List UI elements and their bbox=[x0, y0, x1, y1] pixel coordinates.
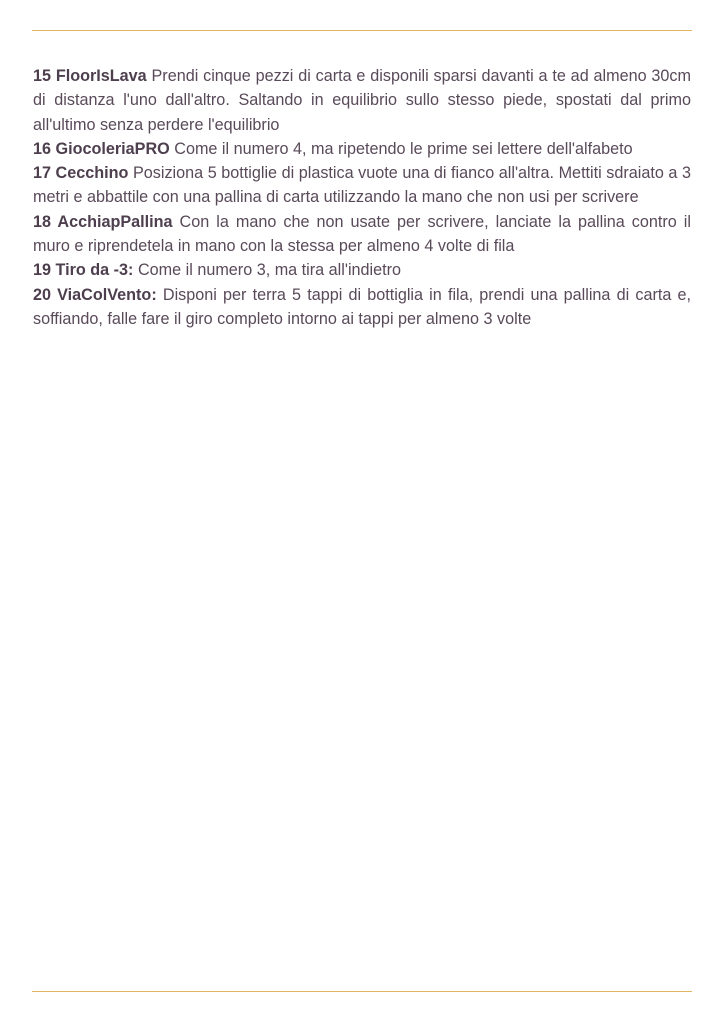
activity-item-18 bbox=[33, 210, 691, 259]
activity-title: 18 AcchiapPallina bbox=[33, 212, 173, 231]
activity-item-16 bbox=[33, 137, 691, 161]
activity-description: Prendi cinque pezzi di carta e disponili sparsi davanti a te ad almeno 30cm di distanza l'uno dall'altro. Saltando in equilibrio sullo stesso piede, spostati dal primo all'ultimo senza perdere l'equilibrio bbox=[33, 67, 691, 134]
activity-title: 19 Tiro da -3: bbox=[33, 261, 134, 280]
activity-item-17 bbox=[33, 161, 691, 210]
activity-description: Posiziona 5 bottiglie di plastica vuote una di fianco all'altra. Mettiti sdraiato a 3 metri e abbattile con una pallina di carta utilizzando la mano che non usi per scrivere bbox=[33, 164, 691, 207]
activity-description: Con la mano che non usate per scrivere, lanciate la pallina contro il muro e riprendetela in mano con la stessa per almeno 4 volte di fila bbox=[33, 212, 691, 256]
activity-item-15 bbox=[33, 64, 691, 137]
activity-title: 15 FloorIsLava bbox=[33, 67, 147, 85]
activity-title: 20 ViaColVento: bbox=[33, 285, 157, 304]
activity-title: 16 GiocoleriaPRO bbox=[33, 139, 170, 158]
top-divider bbox=[32, 30, 692, 31]
activity-item-20 bbox=[33, 283, 691, 332]
activity-list bbox=[33, 64, 691, 331]
activity-description: Come il numero 3, ma tira all'indietro bbox=[133, 261, 402, 280]
activity-item-19 bbox=[33, 258, 691, 282]
activity-description: Disponi per terra 5 tappi di bottiglia in fila, prendi una pallina di carta e, soffiando, falle fare il giro completo intorno ai tappi per almeno 3 volte bbox=[33, 285, 691, 328]
activity-title: 17 Cecchino bbox=[33, 164, 129, 183]
activity-description: Come il numero 4, ma ripetendo le prime sei lettere dell'alfabeto bbox=[169, 139, 633, 158]
bottom-divider bbox=[32, 991, 692, 992]
